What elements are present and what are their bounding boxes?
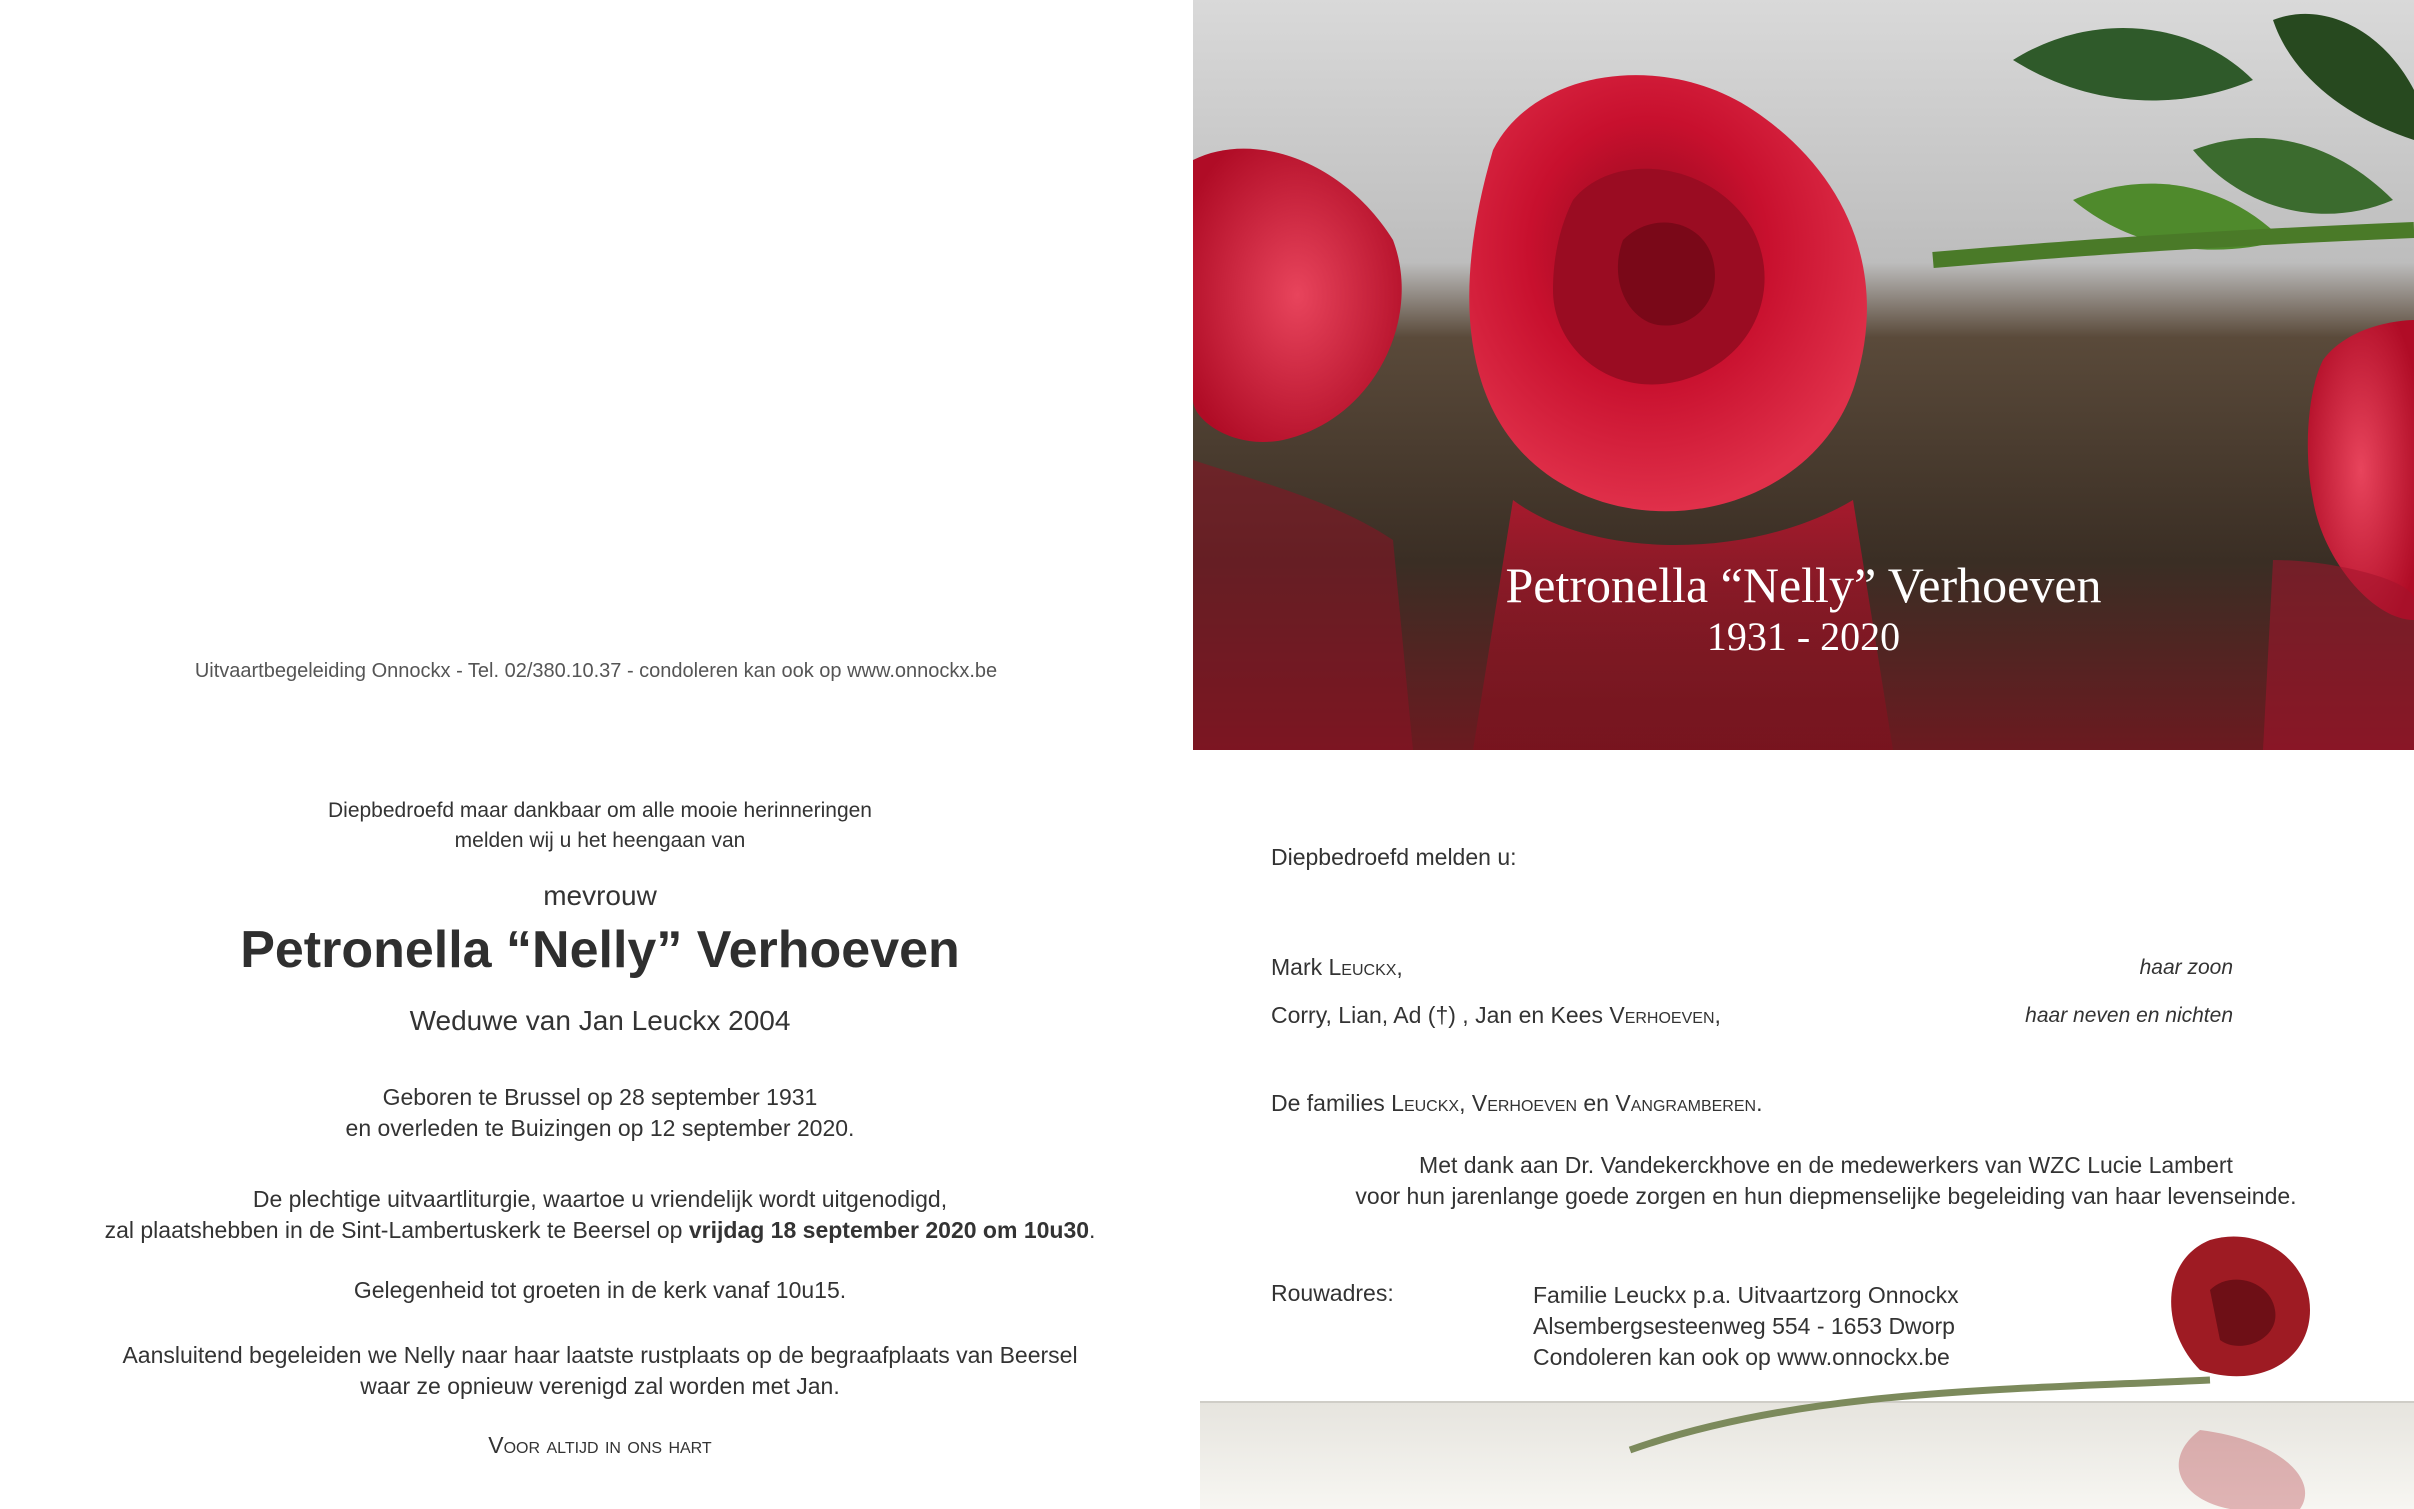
ceremony-date: vrijdag 18 september 2020 om 10u30 [688,1217,1090,1243]
ceremony-line-2 [0,1215,1200,1246]
address-block [1533,1280,1959,1373]
mourner-row-2 [1271,1002,1721,1029]
families-end: . [1756,1090,1763,1116]
photo-caption [1193,555,2414,659]
deceased-name: Petronella “Nelly” Verhoeven [240,921,960,979]
birth-death-block [0,1082,1200,1144]
family-name-1: Leuckx [1391,1090,1460,1116]
intro-line-1: Diepbedroefd maar dankbaar om alle mooie herinneringen [327,799,872,822]
address-label: Rouwadres: [1271,1280,1394,1306]
address-line-1: Familie Leuckx p.a. Uitvaartzorg Onnockx [1533,1282,1959,1308]
forever-in-heart: Voor altijd in ons hart [488,1432,712,1458]
honorific: mevrouw [543,880,657,911]
families-prefix: De families [1271,1090,1392,1116]
families-line [1271,1090,1762,1117]
families-sep-1: , [1459,1090,1472,1116]
mourner-surname: Leuckx [1328,954,1397,980]
family-name-2: Verhoeven [1471,1090,1577,1116]
thanks-line-2: voor hun jarenlange goede zorgen en hun diepmenselijke begeleiding van haar levenseinde. [1355,1183,2297,1209]
mourner-relation-2: haar neven en nichten [2025,1004,2233,1027]
died-line: en overleden te Buizingen op 12 september 2020. [345,1115,855,1141]
thanks-line-1: Met dank aan Dr. Vandekerckhove en de medewerkers van WZC Lucie Lambert [1419,1152,2233,1178]
widow-line: Weduwe van Jan Leuckx 2004 [409,1005,791,1036]
announce-line: Diepbedroefd melden u: [1271,844,1517,870]
ceremony-block [0,1184,1200,1246]
families-sep-2: en [1577,1090,1616,1116]
burial-line-1: Aansluitend begeleiden we Nelly naar haar laatste rustplaats op de begraafplaats van Beersel [122,1342,1078,1368]
mourner-surname: Verhoeven [1609,1002,1715,1028]
family-name-3: Vangramberen [1615,1090,1757,1116]
intro-text [0,796,1200,856]
greeting-line: Gelegenheid tot groeten in de kerk vanaf 10u15. [353,1277,847,1303]
address-line-2: Alsembergsesteenweg 554 - 1653 Dworp [1533,1313,1955,1339]
ceremony-place: zal plaatshebben in de Sint-Lambertuskerk te Beersel op [104,1217,689,1243]
burial-line-2: waar ze opnieuw verenigd zal worden met Jan. [360,1373,840,1399]
photo-name: Petronella “Nelly” Verhoeven [1505,557,2102,613]
mourner-row-1 [1271,954,1403,981]
mourner-comma: , [1714,1002,1721,1028]
mourner-comma: , [1396,954,1403,980]
ceremony-line-1: De plechtige uitvaartliturgie, waartoe u vriendelijk wordt uitgenodigd, [252,1186,948,1212]
born-line: Geboren te Brussel op 28 september 1931 [382,1084,818,1110]
funeral-home-line: Uitvaartbegeleiding Onnockx - Tel. 02/380.10.37 - condoleren kan ook op www.onnockx.be [194,660,998,682]
burial-block [0,1340,1200,1402]
mourner-first-names: Mark [1271,954,1329,980]
intro-line-2: melden wij u het heengaan van [454,829,746,852]
address-line-3: Condoleren kan ook op www.onnockx.be [1533,1344,1950,1370]
ceremony-period: . [1089,1217,1096,1243]
rose-photo [1193,0,2414,750]
thanks-block [1271,1150,2381,1212]
photo-years: 1931 - 2020 [1706,614,1901,659]
mourner-relation-1: haar zoon [2139,956,2233,979]
mourner-first-names: Corry, Lian, Ad (†) , Jan en Kees [1271,1002,1610,1028]
